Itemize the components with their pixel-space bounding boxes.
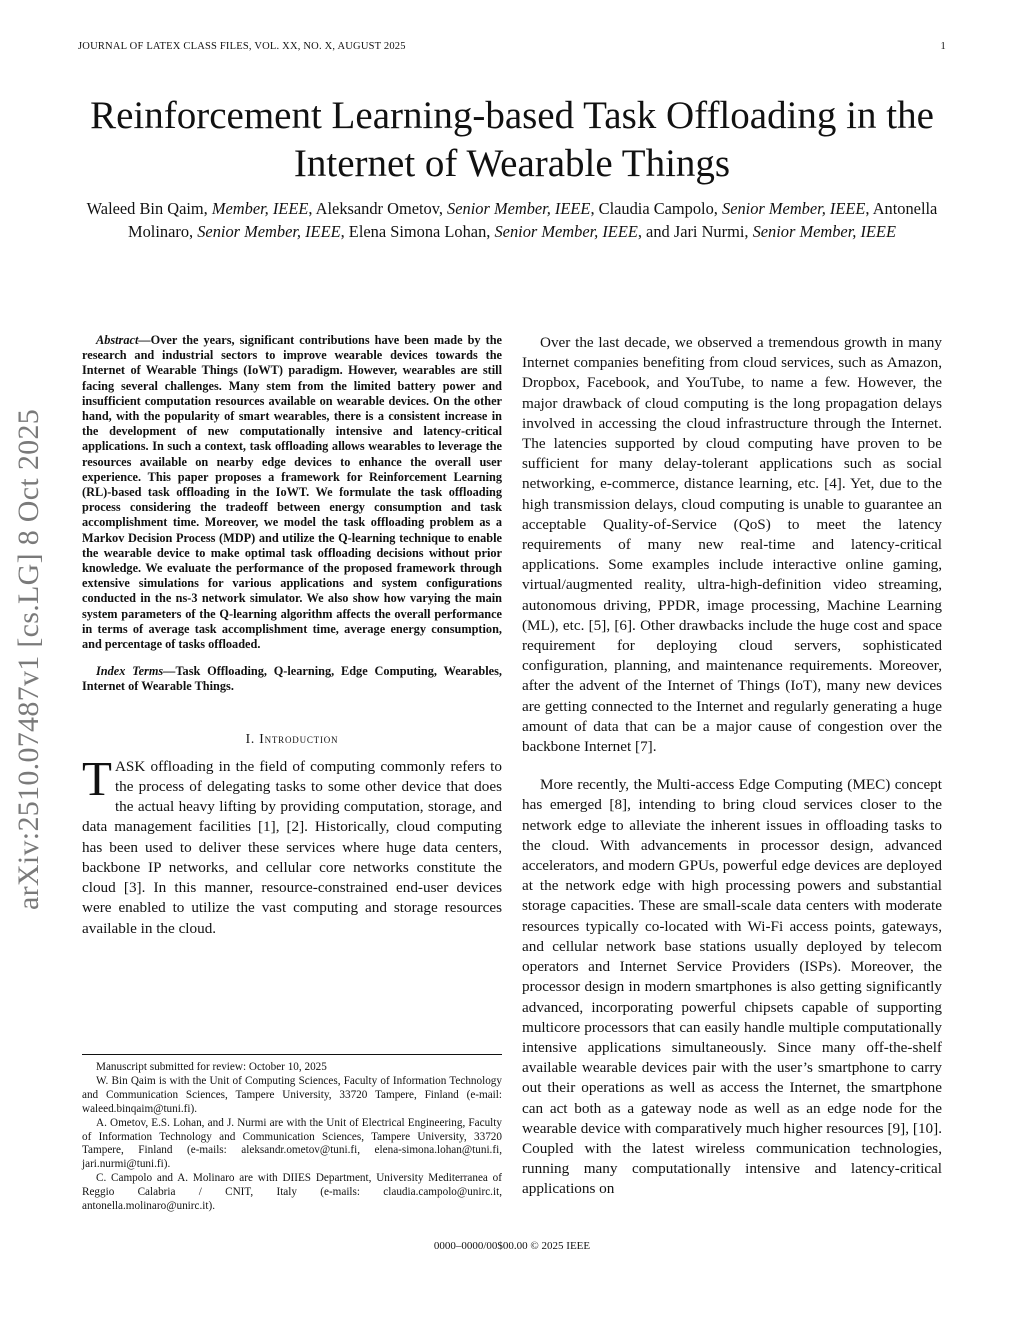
journal-name: JOURNAL OF LATEX CLASS FILES, VOL. XX, NO. X, AUGUST 2025 [78, 41, 406, 52]
footnote-affiliation: W. Bin Qaim is with the Unit of Computing Sciences, Faculty of Information Technology and Communication Sciences, Tampere University, 33720 Tampere, Finland (e-mail: waleed.binqaim@tuni.fi). [82, 1074, 502, 1115]
paper-title: Reinforcement Learning-based Task Offloading in the Internet of Wearable Things [90, 94, 934, 185]
author-membership: Senior Member, IEEE [722, 199, 866, 218]
right-column [522, 333, 942, 1200]
author-name: , Elena Simona Lohan, [340, 222, 495, 241]
index-terms-text: Task Offloading, Q-learning, Edge Computing, Wearables, Internet of Wearable Things. [82, 664, 502, 694]
author-membership: Member, IEEE [211, 199, 309, 218]
running-header [78, 41, 946, 52]
author-name: , and Jari Nurmi, [637, 222, 753, 241]
abstract-label: Abstract— [96, 333, 151, 347]
arxiv-identifier-stamp: arXiv:2510.07487v1 [cs.LG] 8 Oct 2025 [12, 408, 45, 910]
footnote-affiliation: C. Campolo and A. Molinaro are with DIIES Department, University Mediterranea of Reggio Calabria / CNIT, Italy (e-mails: claudia.campolo@unirc.it, antonella.molinaro@unirc.it). [82, 1172, 502, 1213]
body-paragraph: Over the last decade, we observed a tremendous growth in many Internet companies benefiting from cloud services, such as Amazon, Dropbox, Facebook, and YouTube, to name a few. However, the major drawback of cloud computing is the long propagation delays involved in accessing the cloud infrastructure through the Internet. The latencies supported by cloud computing have proven to be sufficient for many delay-tolerant applications such as social networking, e-commerce, distance learning, etc. [4]. Yet, due to the high transmission delays, cloud computing is unable to guarantee an acceptable Quality-of-Service (QoS) to meet the latency requirements of many new real-time and latency-critical applications. Some examples include interactive online gaming, virtual/augmented reality, ultra-high-definition video streaming, autonomous driving, PPDR, image processing, Machine Learning (ML), etc. [5], [6]. Other drawbacks include the huge cost and space requirement for deploying cloud servers, sophisticated configuration, planning, and maintenance requirements. Moreover, after the advent of the Internet of Things (IoT), many new devices are getting connected to the Internet and regularly generating a huge amount of data that can be a major cause of congestion over the backbone Internet [7]. [522, 334, 942, 756]
page-number: 1 [940, 41, 946, 52]
author-membership: Senior Member, IEEE [494, 222, 638, 241]
footnotes [82, 1054, 502, 1214]
footnote-submission: Manuscript submitted for review: October 10, 2025 [96, 1061, 327, 1073]
footnote-affiliation: A. Ometov, E.S. Lohan, and J. Nurmi are with the Unit of Electrical Engineering, Faculty of Information Technology and Communication Sciences, Tampere University, 33720 Tampere, Finland (e-mails: aleksandr.ometov@tuni.fi, elena-simona.lohan@tuni.fi, jari.nurmi@tuni.fi). [82, 1116, 502, 1171]
body-paragraph: More recently, the Multi-access Edge Computing (MEC) concept has emerged [8], intending to bring cloud services closer to the network edge to alleviate the inherent issues in offloading tasks to the cloud. With advancements in processor design, advanced accelerators, and modern GPUs, powerful edge devices are deployed at the network edge with high processing powers and substantial storage capacities. These are small-scale data centers with moderate resources typically co-located with Wi-Fi access points, gateways, and cellular network base stations usually deployed by telecom operators and Internet Service Providers (ISPs). Moreover, the processor design in modern smartphones is also getting significantly advanced, incorporating powerful chipsets capable of supporting multicore processors that can easily handle multiple computationally intensive applications simultaneously. Since many off-the-shelf available wearable devices pair with the user’s smartphone to carry out their operations as well as access the Internet, the smartphone can act both as a gateway node as well as an edge node for the wearable device with comparatively much higher resources [9], [10]. Coupled with the latest wireless communication technologies, running many computationally intensive and latency-critical applications on [522, 776, 942, 1198]
abstract-text: Over the years, significant contributions have been made by the research and industrial sectors to improve wearable devices towards the Internet of Wearable Things (IoWT) paradigm. However, wearables are still facing several challenges. Many stem from the limited battery power and insufficient computation resources available on wearable devices. On the other hand, with the popularity of smart wearables, there is a consistent increase in the development of new computationally intensive and latency-critical applications. In such a context, task offloading allows wearables to leverage the resources available on nearby edge devices to enhance the overall user experience. This paper proposes a framework for Reinforcement Learning (RL)-based task offloading in the IoWT. We formulate the task offloading process considering the tradeoff between energy consumption and task accomplishment time. Moreover, we model the task offloading problem as a Markov Decision Process (MDP) and utilize the Q-learning technique to enable the wearable device to make optimal task offloading decisions without prior knowledge. We evaluate the performance of the proposed framework through extensive simulations for various applications and system configurations conducted in the ns-3 network simulator. We also show how varying the main system parameters of the Q-learning algorithm affects the overall performance in terms of average task accomplishment time, average energy consumption, and percentage of tasks offloaded. [82, 333, 502, 652]
drop-cap: T [82, 750, 112, 806]
introduction-text: ASK offloading in the field of computing commonly refers to the process of delegating tasks to some other device that does the actual heavy lifting by providing computation, storage, and data management facilities [1], [2]. Historically, cloud computing has been used to deliver these services where huge data centers, backbone IP networks, and cellular core networks constitute the cloud [3]. In this manner, resource-constrained end-user devices were enabled to utilize the vast computing and storage resources available in the cloud. [82, 757, 502, 937]
author-name: Waleed Bin Qaim, [86, 199, 212, 218]
author-membership: Senior Member, IEEE [447, 199, 591, 218]
abstract [82, 333, 502, 652]
left-column [82, 333, 502, 939]
introduction-paragraph [82, 750, 502, 939]
footnote-divider [82, 1054, 502, 1055]
author-list [80, 197, 944, 243]
copyright-footer: 0000–0000/00$00.00 © 2025 IEEE [433, 1240, 591, 1252]
section-heading-introduction: I. Introduction [245, 730, 339, 746]
author-name: , Aleksandr Ometov, [308, 199, 448, 218]
author-membership: Senior Member, IEEE [197, 222, 341, 241]
author-name: , Claudia Campolo, [590, 199, 723, 218]
author-name: , Antonella Molinaro, [128, 199, 938, 241]
index-terms-label: Index Terms— [96, 664, 176, 679]
index-terms [82, 664, 502, 694]
author-membership: Senior Member, IEEE [752, 222, 896, 241]
